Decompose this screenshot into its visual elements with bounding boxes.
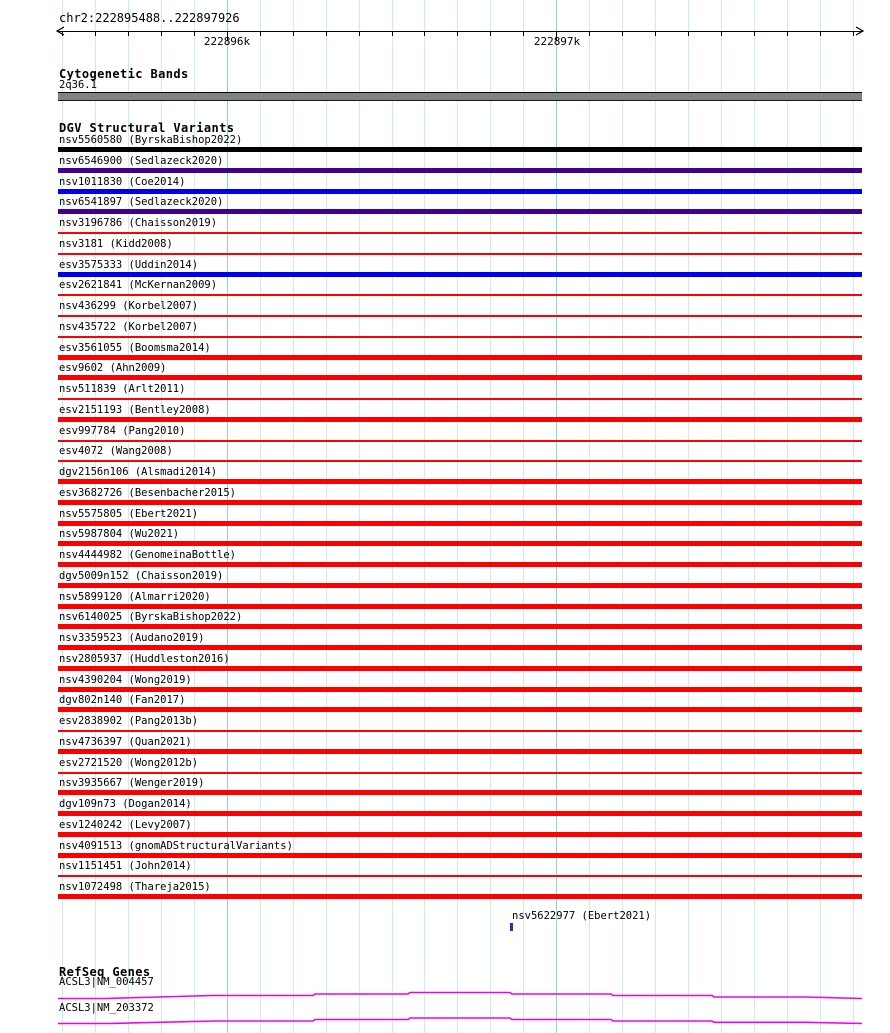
variant-label[interactable]: nsv4736397 (Quan2021) — [59, 735, 192, 748]
variant-label[interactable]: nsv1151451 (John2014) — [59, 860, 192, 873]
gene-model-glyph[interactable] — [55, 1015, 865, 1025]
variant-row — [0, 799, 890, 820]
ruler-tick — [820, 32, 821, 36]
ruler-tick — [260, 32, 261, 36]
variant-label[interactable]: dgv2156n106 (Alsmadi2014) — [59, 466, 218, 478]
variant-row — [0, 343, 890, 364]
variant-bar[interactable] — [58, 730, 862, 732]
variant-point-marker[interactable] — [510, 923, 513, 931]
variant-label[interactable]: esv2838902 (Pang2013b) — [59, 715, 199, 727]
gene-label[interactable]: ACSL3|NM_004457 — [59, 976, 154, 988]
variant-bar[interactable] — [58, 521, 862, 526]
ruler-tick — [523, 32, 524, 36]
variant-bar[interactable] — [58, 624, 862, 629]
variant-bar[interactable] — [58, 853, 862, 858]
variant-label[interactable]: nsv1011830 (Coe2014) — [59, 175, 186, 188]
variant-bar[interactable] — [58, 147, 862, 152]
variant-label[interactable]: esv1240242 (Levy2007) — [59, 818, 192, 831]
variant-row — [0, 820, 890, 841]
variant-label[interactable]: nsv3359523 (Audano2019) — [59, 632, 205, 644]
variant-label[interactable]: dgv5009n152 (Chaisson2019) — [59, 569, 224, 582]
section-title-dgv-structural-variants: DGV Structural Variants — [59, 121, 235, 135]
variant-bar[interactable] — [58, 645, 862, 650]
section-title-refseq-genes: RefSeq Genes — [59, 965, 151, 979]
ruler-tick — [787, 32, 788, 36]
ruler-tick — [359, 32, 360, 36]
variant-bar[interactable] — [58, 209, 862, 214]
variant-row — [0, 529, 890, 550]
variant-label[interactable]: dgv802n140 (Fan2017) — [59, 694, 186, 707]
variant-label[interactable]: nsv4091513 (gnomADStructuralVariants) — [59, 839, 293, 852]
variant-row — [0, 737, 890, 758]
variant-row — [0, 509, 890, 530]
variant-label[interactable]: nsv5575805 (Ebert2021) — [59, 507, 199, 520]
variant-row — [0, 592, 890, 613]
variant-label[interactable]: nsv5622977 (Ebert2021) — [512, 910, 652, 922]
variant-label[interactable]: esv3575333 (Uddin2014) — [59, 258, 199, 271]
variant-label[interactable]: esv4072 (Wang2008) — [59, 445, 173, 458]
variant-bar[interactable] — [58, 707, 862, 712]
variant-bar[interactable] — [58, 168, 862, 173]
variant-row — [0, 571, 890, 592]
variant-label[interactable]: nsv2805937 (Huddleston2016) — [59, 652, 230, 665]
variant-row — [0, 405, 890, 426]
variant-label[interactable]: nsv5899120 (Almarri2020) — [59, 590, 211, 603]
ruler-tick-label: 222896k — [203, 35, 251, 48]
variant-row — [0, 550, 890, 571]
variant-bar[interactable] — [58, 315, 862, 317]
variant-label[interactable]: esv9602 (Ahn2009) — [59, 362, 167, 375]
variant-label[interactable]: esv3682726 (Besenbacher2015) — [59, 486, 237, 499]
ruler-tick — [688, 32, 689, 36]
ruler-tick — [424, 32, 425, 36]
variant-label[interactable]: nsv511839 (Arlt2011) — [59, 383, 186, 395]
ruler-tick — [655, 32, 656, 36]
variant-label[interactable]: nsv6546900 (Sedlazeck2020) — [59, 154, 224, 167]
ruler-tick — [589, 32, 590, 36]
variant-bar[interactable] — [58, 189, 862, 194]
ruler-tick — [326, 32, 327, 36]
variant-label[interactable]: nsv6140025 (ByrskaBishop2022) — [59, 611, 243, 624]
variant-row — [0, 446, 890, 467]
region-title: chr2:222895488..222897926 — [59, 11, 240, 25]
variant-bar[interactable] — [58, 500, 862, 505]
variant-label[interactable]: nsv3196786 (Chaisson2019) — [59, 217, 218, 229]
variant-bar[interactable] — [58, 479, 862, 484]
ruler-tick — [392, 32, 393, 36]
variant-label[interactable]: nsv5560580 (ByrskaBishop2022) — [59, 134, 243, 146]
ruler-tick — [293, 32, 294, 36]
variant-row — [0, 882, 890, 903]
ruler-tick — [128, 32, 129, 36]
variant-label[interactable]: esv2621841 (McKernan2009) — [59, 279, 218, 292]
variant-row — [0, 633, 890, 654]
variant-bar[interactable] — [58, 272, 862, 277]
variant-row — [0, 654, 890, 675]
variant-bar[interactable] — [58, 232, 862, 234]
variant-label[interactable]: nsv4390204 (Wong2019) — [59, 673, 192, 686]
variant-row — [0, 260, 890, 281]
variant-bar[interactable] — [58, 417, 862, 422]
variant-bar[interactable] — [58, 875, 862, 877]
variant-row — [0, 239, 890, 260]
variant-row — [0, 384, 890, 405]
variant-bar[interactable] — [58, 440, 862, 442]
variant-label[interactable]: nsv436299 (Korbel2007) — [59, 300, 199, 312]
variant-row — [0, 280, 890, 301]
ruler-tick-label: 222897k — [533, 35, 581, 48]
variant-row — [0, 197, 890, 218]
variant-bar[interactable] — [58, 398, 862, 400]
band-label: 2q36.1 — [59, 79, 97, 91]
ruler-tick — [457, 32, 458, 36]
ruler-tick — [853, 32, 854, 36]
variant-label[interactable]: nsv1072498 (Thareja2015) — [59, 881, 211, 893]
cytogenetic-band-bar — [58, 92, 862, 101]
variant-bar[interactable] — [58, 604, 862, 609]
variant-label[interactable]: nsv5987804 (Wu2021) — [59, 528, 180, 541]
variant-bar[interactable] — [58, 811, 862, 816]
ruler-left-arrow-icon — [55, 25, 65, 37]
variant-label[interactable]: nsv6541897 (Sedlazeck2020) — [59, 196, 224, 209]
ruler-tick — [754, 32, 755, 36]
variant-row — [0, 758, 890, 779]
variant-bar[interactable] — [58, 666, 862, 671]
variant-bar[interactable] — [58, 336, 862, 338]
ruler-tick — [161, 32, 162, 36]
variant-row — [0, 861, 890, 882]
variant-label[interactable]: nsv4444982 (GenomeinaBottle) — [59, 549, 237, 561]
variant-bar[interactable] — [58, 460, 862, 462]
variant-label[interactable]: esv2151193 (Bentley2008) — [59, 403, 211, 416]
ruler-line — [58, 31, 863, 32]
ruler-tick — [62, 32, 63, 36]
variant-row — [0, 467, 890, 488]
variant-bar[interactable] — [58, 894, 862, 899]
variant-row — [0, 218, 890, 239]
variant-bar[interactable] — [58, 541, 862, 546]
ruler-tick — [622, 32, 623, 36]
variant-row — [0, 156, 890, 177]
variant-bar[interactable] — [58, 355, 862, 360]
variant-bar[interactable] — [58, 294, 862, 296]
gene-label[interactable]: ACSL3|NM_203372 — [59, 1002, 154, 1014]
ruler-tick — [95, 32, 96, 36]
variant-bar[interactable] — [58, 832, 862, 837]
variant-row — [0, 301, 890, 322]
variant-bar[interactable] — [58, 562, 862, 567]
variant-bar[interactable] — [58, 772, 862, 774]
variant-row — [0, 695, 890, 716]
variant-row — [0, 426, 890, 447]
variant-label[interactable]: dgv109n73 (Dogan2014) — [59, 798, 192, 810]
variant-label[interactable]: esv997784 (Pang2010) — [59, 424, 186, 437]
variant-bar[interactable] — [58, 790, 862, 795]
variant-row — [0, 363, 890, 384]
variant-row — [0, 488, 890, 509]
variant-bar[interactable] — [58, 749, 862, 754]
variant-label[interactable]: nsv3181 (Kidd2008) — [59, 237, 173, 250]
variant-row — [0, 177, 890, 198]
variant-label[interactable]: esv2721520 (Wong2012b) — [59, 756, 199, 769]
variant-bar[interactable] — [58, 253, 862, 255]
variant-row — [0, 135, 890, 156]
variant-bar[interactable] — [58, 375, 862, 380]
variant-row — [0, 841, 890, 862]
variant-row — [0, 778, 890, 799]
ruler-tick — [721, 32, 722, 36]
variant-label[interactable]: nsv435722 (Korbel2007) — [59, 320, 199, 333]
gene-model-glyph[interactable] — [55, 990, 865, 1000]
variant-row — [0, 612, 890, 633]
variant-label[interactable]: esv3561055 (Boomsma2014) — [59, 341, 211, 354]
section-title-cytogenetic-bands: Cytogenetic Bands — [59, 67, 189, 81]
variant-bar[interactable] — [58, 583, 862, 588]
variant-row — [0, 675, 890, 696]
variant-row — [0, 322, 890, 343]
ruler-tick — [490, 32, 491, 36]
variant-label[interactable]: nsv3935667 (Wenger2019) — [59, 777, 205, 790]
ruler-right-arrow-icon — [855, 25, 865, 37]
variant-row — [0, 716, 890, 737]
ruler-tick — [194, 32, 195, 36]
variant-bar[interactable] — [58, 687, 862, 692]
